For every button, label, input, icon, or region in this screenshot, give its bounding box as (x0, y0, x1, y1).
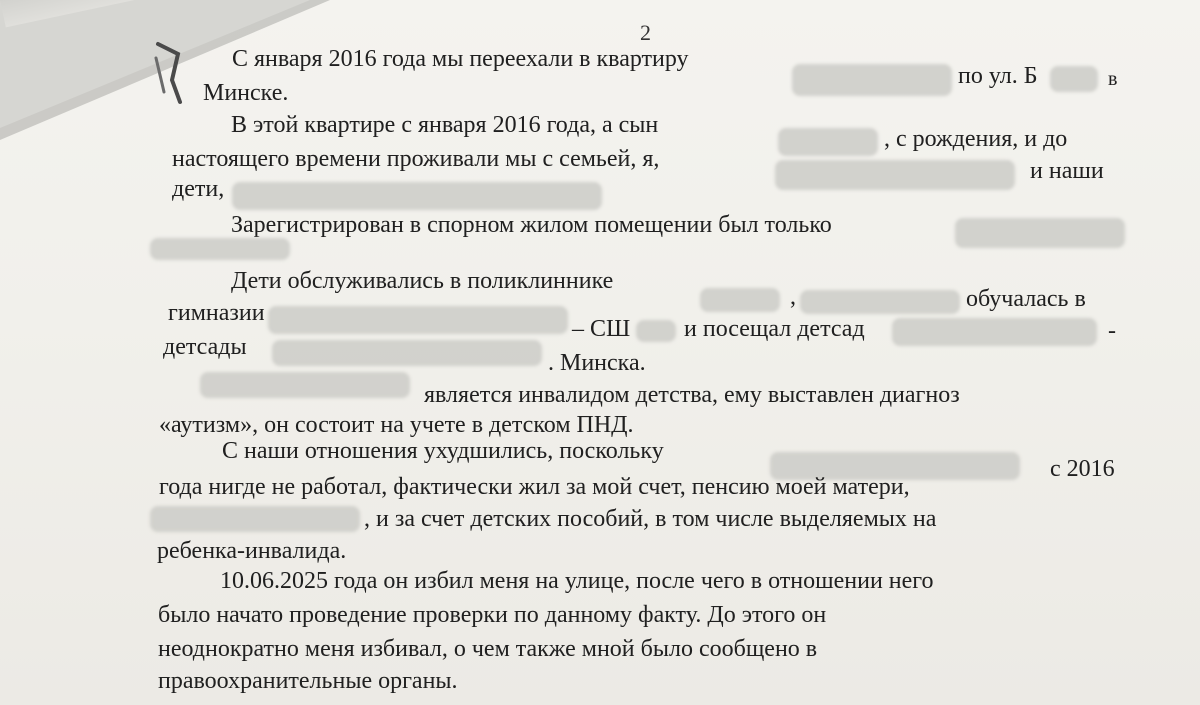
text-line: С января 2016 года мы переехали в квартиру (232, 46, 689, 72)
text-line: в (1108, 68, 1118, 90)
text-line: - (1108, 318, 1116, 344)
redaction-block (800, 290, 960, 314)
text-line: неоднократно меня избивал, о чем также мной было сообщено в (158, 636, 818, 662)
redaction-block (892, 318, 1097, 346)
text-line: и посещал детсад (684, 316, 865, 342)
text-line: гимназии (168, 300, 265, 326)
text-line: дети, (172, 176, 225, 202)
redaction-block (200, 372, 410, 398)
redaction-block (700, 288, 780, 312)
text-line: , (790, 284, 796, 310)
text-line: С наши отношения ухудшились, поскольку (222, 438, 664, 464)
text-line: обучалась в (966, 286, 1086, 312)
text-line: правоохранительные органы. (158, 668, 458, 694)
text-line: года нигде не работал, фактически жил за мой счет, пенсию моей матери, (159, 474, 910, 500)
redaction-block (636, 320, 676, 342)
staple-icon (150, 40, 186, 110)
text-line: с 2016 (1050, 456, 1115, 482)
text-line: 10.06.2025 года он избил меня на улице, после чего в отношении него (220, 568, 934, 594)
redaction-block (955, 218, 1125, 248)
text-line: детсады (163, 334, 247, 360)
text-line: по ул. Б (958, 63, 1038, 89)
text-line: настоящего времени проживали мы с семьей, я, (172, 146, 660, 172)
text-line: было начато проведение проверки по данному факту. До этого он (158, 602, 827, 628)
text-line: «аутизм», он состоит на учете в детском ПНД. (159, 412, 634, 438)
text-line: , с рождения, и до (884, 126, 1068, 152)
page-number: 2 (640, 20, 651, 45)
redaction-block (232, 182, 602, 210)
redaction-block (1050, 66, 1098, 92)
redaction-block (775, 160, 1015, 190)
text-line: В этой квартире с января 2016 года, а сын (231, 112, 659, 138)
text-line: . Минска. (548, 350, 646, 376)
redaction-block (778, 128, 878, 156)
text-line: , и за счет детских пособий, в том числе выделяемых на (364, 506, 937, 532)
text-line: и наши (1030, 158, 1104, 184)
redaction-block (792, 64, 952, 96)
text-line: Зарегистрирован в спорном жилом помещении был только (231, 212, 832, 238)
redaction-block (272, 340, 542, 366)
text-line: Минске. (203, 80, 289, 106)
redaction-block (150, 506, 360, 532)
redaction-block (268, 306, 568, 334)
text-line: Дети обслуживались в поликлиннике (231, 268, 614, 294)
redaction-block (150, 238, 290, 260)
text-line: является инвалидом детства, ему выставлен диагноз (424, 382, 960, 408)
text-line: – СШ (572, 316, 631, 342)
text-line: ребенка-инвалида. (157, 538, 347, 564)
